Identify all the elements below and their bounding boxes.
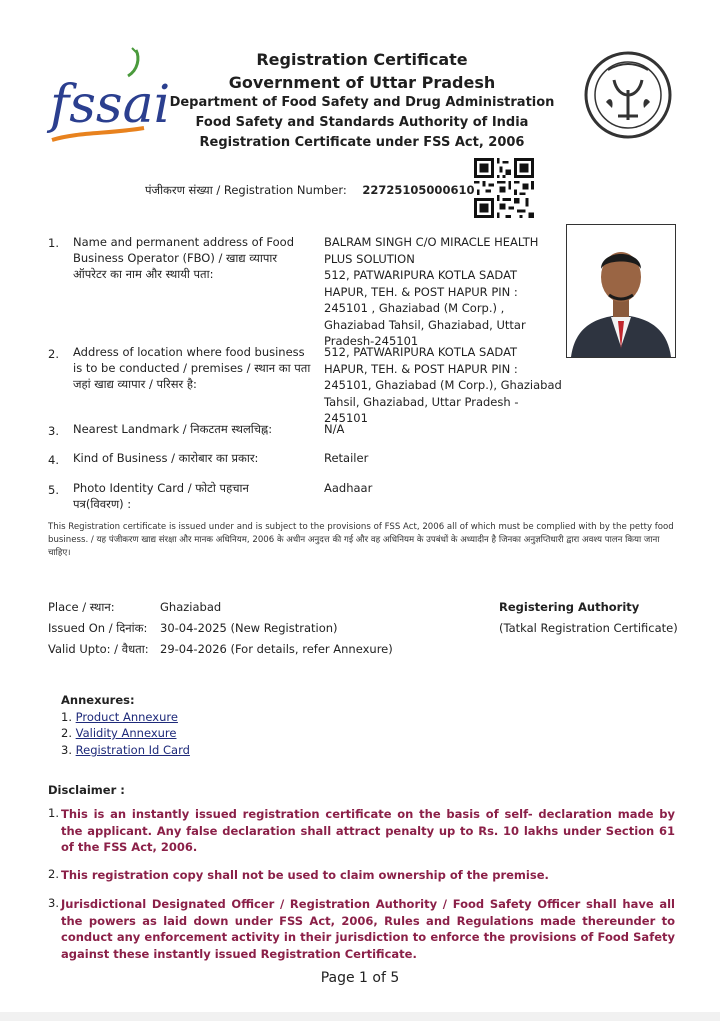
- registration-number-row: [145, 183, 474, 198]
- annexures-heading: Annexures:: [61, 693, 135, 707]
- certificate-title: Registration Certificate: [256, 50, 468, 69]
- disclaimer-text: Jurisdictional Designated Officer / Registration Authority / Food Safety Officer shall have all the powers as laid down under FSS Act, 2006, Rules and Regulations made thereunder to conduct any enforcement activity in their jurisdiction to enforce the provisions of Food Safety against these instantly issued Registration Certificate.: [61, 897, 675, 961]
- svg-text:fssai: fssai: [50, 75, 171, 135]
- annexure-item: [61, 726, 176, 740]
- disclaimer-number: 2.: [48, 867, 59, 881]
- item-label-kind-of-business: Kind of Business / कारोबार का प्रकार:: [73, 451, 259, 465]
- registration-number-label: पंजीकरण संख्या / Registration Number:: [145, 183, 347, 197]
- issued-label: Issued On / दिनांक:: [48, 621, 148, 635]
- registration-id-card-link[interactable]: Registration Id Card: [75, 743, 190, 757]
- annexure-number: 3.: [61, 743, 72, 757]
- item-number: 1.: [48, 236, 59, 250]
- item-number: 5.: [48, 483, 59, 497]
- government-name: Government of Uttar Pradesh: [228, 73, 496, 92]
- page-indicator: Page 1 of 5: [320, 970, 400, 986]
- item-number: 2.: [48, 347, 59, 361]
- valid-value: 29-04-2026 (For details, refer Annexure): [160, 642, 393, 656]
- annexure-number: 1.: [61, 710, 72, 724]
- item-value-photo-id: Aadhaar: [324, 481, 373, 495]
- item-value-kind-of-business: Retailer: [324, 451, 369, 465]
- up-government-emblem: [584, 50, 672, 140]
- act-name: Registration Certificate under FSS Act, 2006: [199, 135, 525, 150]
- applicant-photo: [566, 224, 676, 358]
- item-label-fbo-name-address: Name and permanent address of Food Business Operator (FBO) / खाद्य व्यापार ऑपरेटर का नाम और स्थायी पता:: [73, 235, 294, 281]
- item-value-fbo-name-address: BALRAM SINGH C/O MIRACLE HEALTH PLUS SOLUTION 512, PATWARIPURA KOTLA SADAT HAPUR, TEH. & POST HAPUR PIN : 245101 , Ghaziabad (M Corp.) , Ghaziabad Tahsil, Ghaziabad, Uttar Pradesh-245101: [324, 235, 539, 348]
- disclaimer-text: This is an instantly issued registration certificate on the basis of self- declaration made by the applicant. Any false declaration shall attract penalty up to Rs. 10 lakhs under Section 61 of the FSS Act, 2006.: [61, 807, 675, 854]
- item-number: 3.: [48, 424, 59, 438]
- validity-annexure-link[interactable]: Validity Annexure: [75, 726, 177, 740]
- annexure-item: [61, 710, 178, 724]
- item-value-landmark: N/A: [324, 422, 345, 436]
- authority-name: Food Safety and Standards Authority of India: [195, 115, 529, 130]
- place-value: Ghaziabad: [160, 600, 222, 614]
- disclaimer-number: 1.: [48, 806, 59, 820]
- annexure-item: [61, 743, 190, 757]
- disclaimer-number: 3.: [48, 896, 59, 910]
- valid-label: Valid Upto: / वैधता:: [48, 642, 149, 656]
- item-value-business-location: 512, PATWARIPURA KOTLA SADAT HAPUR, TEH. & POST HAPUR PIN : 245101, Ghaziabad (M Corp.), Ghaziabad Tahsil, Ghaziabad, Uttar Pradesh - 245101: [324, 345, 562, 425]
- legal-notice: This Registration certificate is issued under and is subject to the provisions of FSS Act, 2006 all of which must be complied with by the petty food business. / यह पंजीकरण खाद्य संरक्षा और मानक अधिनियम, 2006 के अधीन अनुदत्त की गई और वह अधिनियम के उपबंधों के अध्यादीन है जिनका अनुज्ञप्तिधारी द्वारा अवश्य पालन किया जाना चाहिए।: [48, 522, 674, 558]
- place-label: Place / स्थान:: [48, 600, 115, 614]
- item-number: 4.: [48, 453, 59, 467]
- item-label-landmark: Nearest Landmark / निकटतम स्थलचिह्न:: [73, 422, 273, 436]
- fssai-logo: [48, 44, 171, 148]
- viewer-bottom-bar: [0, 1012, 720, 1021]
- disclaimer-heading: Disclaimer :: [48, 783, 125, 797]
- registration-number-value: 22725105000610: [362, 183, 475, 197]
- registering-authority-title: Registering Authority: [499, 600, 640, 614]
- item-label-business-location: Address of location where food business is to be conducted / premises / स्थान का पता जहां खाद्य व्यापार / परिसर है:: [73, 345, 311, 391]
- product-annexure-link[interactable]: Product Annexure: [75, 710, 178, 724]
- qr-code: [474, 158, 534, 218]
- disclaimer-text: This registration copy shall not be used to claim ownership of the premise.: [61, 868, 549, 882]
- item-label-photo-id: Photo Identity Card / फोटो पहचान पत्र(विवरण) :: [73, 481, 249, 511]
- department-name: Department of Food Safety and Drug Administration: [169, 95, 555, 110]
- annexure-number: 2.: [61, 726, 72, 740]
- registering-authority-subtitle: (Tatkal Registration Certificate): [499, 621, 678, 635]
- issued-value: 30-04-2025 (New Registration): [160, 621, 338, 635]
